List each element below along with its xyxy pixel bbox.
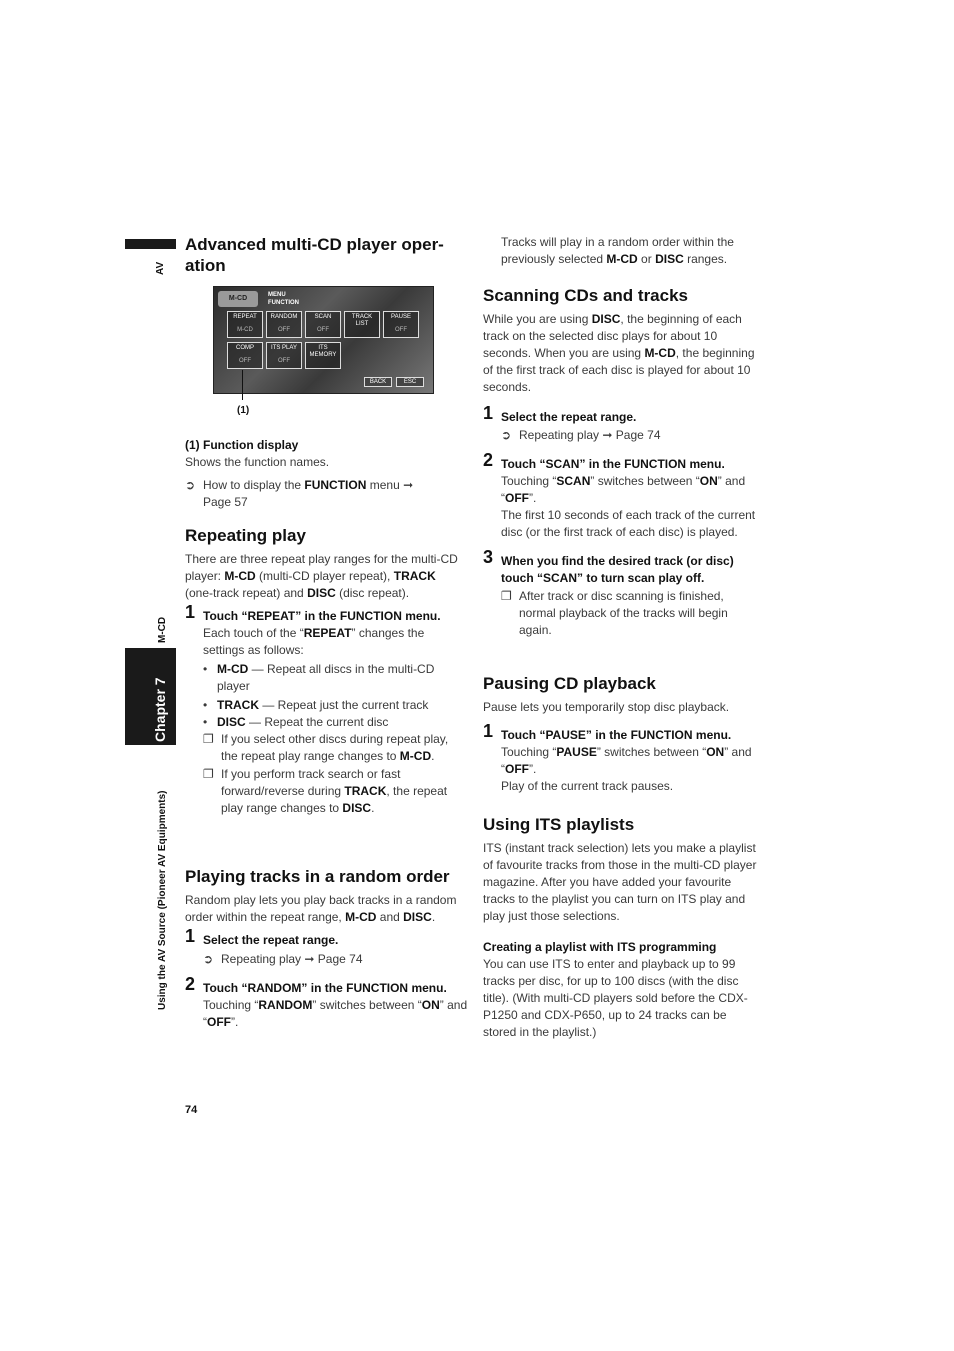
reference-arrow-icon: ➲: [185, 478, 196, 492]
scanning-step-3: 3 When you find the desired track (or disc) touch “SCAN” to turn scan play off. ❐ After track or disc scanning is finished, normal playback of the tracks will begin again.: [483, 547, 734, 637]
its-subheading: Creating a playlist with ITS programming: [483, 940, 717, 954]
function-display-block: [185, 437, 465, 511]
step-number: 1: [483, 721, 494, 741]
random-continued: Tracks will play in a random order within the previously selected M-CD or DISC ranges.: [501, 235, 734, 266]
function-display-text: Shows the function names.: [185, 455, 330, 469]
note-box-icon: ❐: [501, 589, 512, 603]
screen-button: ITS MEMORY: [305, 342, 341, 369]
sidebar-mcd-label: M-CD: [157, 616, 168, 643]
step-number: 2: [483, 450, 494, 470]
step-number: 1: [185, 926, 196, 946]
its-intro: ITS (instant track selection) lets you make a playlist of favourite tracks from those in the multi-CD player magazine. After you have added your favourite tracks to the playlist you can turn on ITS play and play just those selections.: [483, 841, 757, 923]
repeating-title: Repeating play: [185, 526, 306, 545]
reference-arrow-icon: ➲: [501, 428, 512, 442]
reference-arrow-icon: ➲: [203, 952, 214, 966]
step-number: 1: [483, 403, 494, 423]
random-step-1: 1 Select the repeat range. ➲ Repeating play ➞ Page 74: [185, 926, 363, 966]
screen-button: TRACK LIST: [344, 311, 380, 338]
advanced-section: [185, 234, 465, 276]
right-arrow-icon: ➞: [602, 428, 613, 442]
step-number: 1: [185, 602, 196, 622]
callout-label: (1): [237, 405, 250, 416]
list-item: • M-CD — Repeat all discs in the multi-CD player: [203, 662, 435, 693]
screen-menu-label: MENU FUNCTION: [268, 292, 299, 306]
scanning-step-2: 2 Touch “SCAN” in the FUNCTION menu. Touching “SCAN” switches between “ON” and “OFF”. The first 10 seconds of each track of the current disc (or the first track of each disc) is played.: [483, 450, 756, 539]
repeating-step-1: 1 Touch “REPEAT” in the FUNCTION menu. Each touch of the “REPEAT” changes the settings as follows: • M-CD — Repeat all discs in the multi-CD player • TRACK — Repeat just the current track • DISC — Repeat the current disc ❐ If you select other discs during repeat play, the repeat play range changes to M-CD. ❐ If you perform track search or fast forward/reverse during TRACK, the repeat play range changes to DISC.: [185, 608, 465, 817]
sidebar-av-label: AV: [155, 261, 166, 275]
pausing-section: [483, 673, 763, 795]
screen-back-button: BACK: [364, 377, 392, 387]
pausing-step-1: 1 Touch “PAUSE” in the FUNCTION menu. Touching “PAUSE” switches between “ON” and “OFF”. Play of the current track pauses.: [483, 721, 752, 793]
repeating-section: [185, 525, 465, 817]
random-step-2: 2 Touch “RANDOM” in the FUNCTION menu. Touching “RANDOM” switches between “ON” and “OFF”.: [185, 974, 468, 1029]
scanning-section: [483, 285, 763, 639]
repeating-note-2: ❐ If you perform track search or fast forward/reverse during TRACK, the repeat play range changes to DISC.: [203, 767, 448, 815]
screen-button: SCAN OFF: [305, 311, 341, 338]
step-number: 2: [185, 974, 196, 994]
random-intro: Random play lets you play back tracks in a random order within the repeat range, M-CD and DISC.: [185, 893, 457, 924]
screen-logo: M-CD: [218, 291, 258, 307]
screen-button: ITS PLAY OFF: [266, 342, 302, 369]
list-item: • DISC — Repeat the current disc: [203, 715, 389, 729]
note-box-icon: ❐: [203, 732, 214, 746]
pausing-intro: Pause lets you temporarily stop disc playback.: [483, 700, 730, 714]
screen-button: RANDOM OFF: [266, 311, 302, 338]
function-screen-image: [213, 286, 434, 394]
sidebar-chapter-label: Chapter 7: [152, 677, 168, 742]
advanced-title: Advanced multi-CD player oper- ation: [185, 235, 444, 275]
random-section: [185, 866, 470, 1031]
scanning-intro: While you are using DISC, the beginning of each track on the selected disc plays for about 10 seconds. When you are using M-CD, the beginning of the first track of each disc is played for about 10 seconds.: [483, 312, 755, 394]
its-subtext: You can use ITS to enter and playback up to 99 tracks per disc, for up to 100 discs (with the disc title). (With multi-CD players sold before the CDX-P1250 and CDX-P650, up to 24 tracks can be stored in the playlist.): [483, 957, 748, 1039]
screen-button: REPEAT M-CD: [227, 311, 263, 338]
screen-button: COMP OFF: [227, 342, 263, 369]
its-section: [483, 814, 763, 1041]
callout-line: [242, 370, 243, 400]
scanning-step-1: 1 Select the repeat range. ➲ Repeating play ➞ Page 74: [483, 403, 661, 442]
function-display-ref: ➲ How to display the FUNCTION menu ➞ Page 57: [185, 478, 414, 509]
pausing-title: Pausing CD playback: [483, 674, 656, 693]
its-title: Using ITS playlists: [483, 815, 635, 834]
note-box-icon: ❐: [203, 767, 214, 781]
list-item: • TRACK — Repeat just the current track: [203, 698, 429, 712]
sidebar-bar-top: [125, 239, 176, 249]
scanning-title: Scanning CDs and tracks: [483, 286, 689, 305]
random-title: Playing tracks in a random order: [185, 867, 450, 886]
step-number: 3: [483, 547, 494, 567]
repeating-intro: There are three repeat play ranges for the multi-CD player: M-CD (multi-CD player repeat), TRACK (one-track repeat) and DISC (disc repeat).: [185, 552, 458, 600]
right-arrow-icon: ➞: [304, 952, 315, 966]
right-arrow-icon: ➞: [403, 478, 414, 492]
sidebar-section-label: Using the AV Source (Pioneer AV Equipments): [157, 790, 168, 1010]
repeating-note-1: ❐ If you select other discs during repeat play, the repeat play range changes to M-CD.: [203, 732, 449, 763]
page-number: 74: [185, 1104, 198, 1116]
screen-button: PAUSE OFF: [383, 311, 419, 338]
function-display-heading: (1) Function display: [185, 438, 299, 452]
screen-esc-button: ESC: [396, 377, 424, 387]
